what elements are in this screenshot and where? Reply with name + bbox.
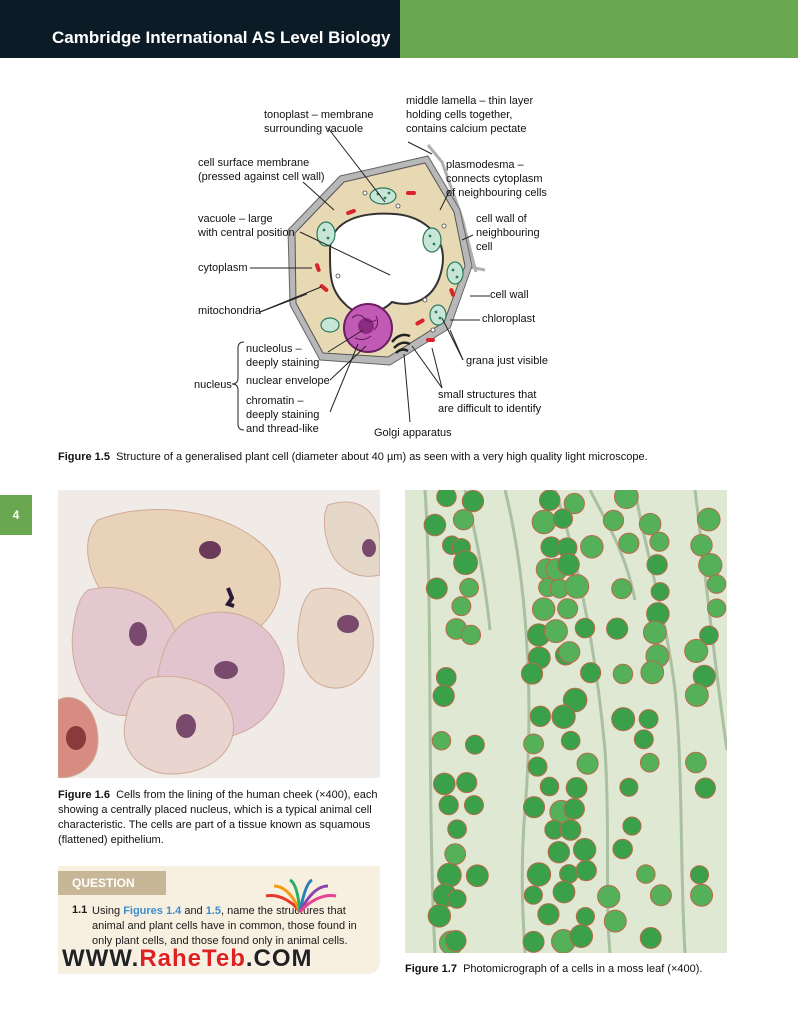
figure-1-7-number: Figure 1.7	[405, 963, 457, 975]
figure-1-5-text: Structure of a generalised plant cell (diameter about 40 µm) as seen with a very high quality light microscope.	[116, 451, 648, 463]
label-tonoplast: tonoplast – membrane surrounding vacuole	[264, 109, 374, 135]
label-small-structures: small structures that are difficult to identify	[438, 389, 542, 415]
question-text-and: and	[181, 905, 206, 917]
figure-reference-1-4[interactable]: Figures 1.4	[123, 905, 182, 917]
cheek-cells-image	[58, 490, 380, 778]
watermark-brand: RaheTeb	[139, 945, 246, 972]
label-nuclear-envelope: nuclear envelope	[246, 375, 330, 387]
figure-reference-1-5[interactable]: 1.5	[205, 905, 222, 917]
figure-1-5-number: Figure 1.5	[58, 451, 110, 463]
label-vacuole: vacuole – large with central position	[198, 213, 295, 239]
label-cell-wall: cell wall	[490, 289, 529, 301]
moss-leaf-image	[405, 490, 727, 953]
label-nucleus: nucleus	[194, 379, 232, 391]
figure-1-6-text: Cells from the lining of the human cheek (×400), each showing a centrally placed nucleus, which is a typical animal cell characteristic. The cells are part of a tissue known as squamous (flattened) epithelium.	[58, 789, 378, 846]
question-number: 1.1	[72, 904, 88, 916]
label-middle-lamella: middle lamella – thin layer holding cells together, contains calcium pectate	[406, 95, 534, 135]
label-chloroplast: chloroplast	[482, 313, 536, 325]
label-cell-wall-neighbouring: cell wall of neighbouring cell	[476, 213, 540, 253]
figure-1-6-number: Figure 1.6	[58, 789, 110, 801]
header-accent	[400, 0, 798, 58]
question-tab: QUESTION	[58, 871, 166, 895]
watermark-prefix: WWW.	[62, 945, 140, 972]
label-mitochondria: mitochondria	[198, 305, 261, 317]
figure-1-7-caption	[405, 962, 735, 977]
figure-1-5-caption	[58, 450, 738, 465]
book-title: Cambridge International AS Level Biology	[52, 28, 391, 47]
page-header	[0, 0, 798, 58]
question-text-before: Using	[92, 905, 124, 917]
label-cell-surface-membrane: cell surface membrane (pressed against cell wall)	[198, 157, 325, 183]
page-number: 4	[0, 495, 32, 535]
question-text-after: , name the structures that animal and plant cells have in common, those found in only plant cells, and those found only in animal cells.	[92, 905, 357, 947]
label-chromatin: chromatin – deeply staining and thread-like	[246, 395, 320, 435]
label-cytoplasm: cytoplasm	[198, 262, 248, 274]
watermark	[62, 945, 313, 973]
label-grana: grana just visible	[466, 355, 548, 367]
cheek-cells-photo	[58, 490, 380, 778]
label-golgi: Golgi apparatus	[374, 427, 452, 439]
label-nucleolus: nucleolus – deeply staining	[246, 343, 320, 369]
watermark-suffix: .COM	[245, 945, 313, 972]
label-plasmodesma: plasmodesma – connects cytoplasm of neighbouring cells	[446, 159, 547, 199]
figure-1-7-text: Photomicrograph of a cells in a moss leaf (×400).	[463, 963, 703, 975]
watermark-book-icon	[260, 878, 340, 918]
plant-cell-diagram	[180, 90, 620, 450]
figure-1-6-caption	[58, 788, 380, 848]
moss-leaf-photo	[405, 490, 727, 953]
